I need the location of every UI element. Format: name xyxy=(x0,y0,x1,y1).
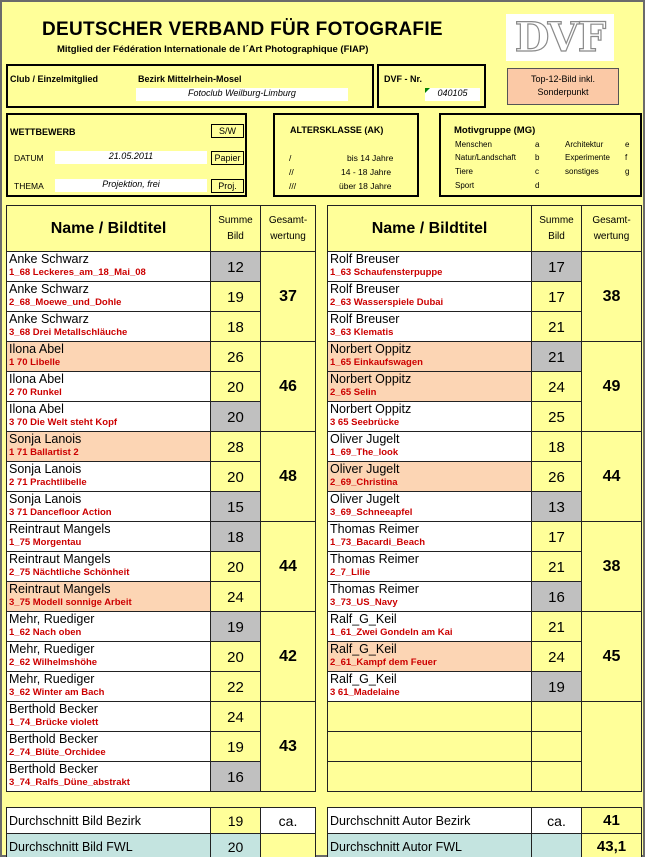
thema-label: THEMA xyxy=(14,181,44,191)
author-name: Sonja Lanois xyxy=(9,492,82,506)
club-box xyxy=(6,64,374,108)
avg-autor-bezirk-label: Durchschnitt Autor Bezirk xyxy=(328,808,532,834)
entry-cell[interactable] xyxy=(7,282,211,312)
author-name xyxy=(328,762,531,777)
author-name: Ilona Abel xyxy=(9,372,64,386)
score-cell: 15 xyxy=(211,492,261,522)
ak-code-2: // xyxy=(289,167,294,177)
proj-button[interactable]: Proj. xyxy=(211,179,244,193)
score-cell xyxy=(532,702,582,732)
dvf-logo xyxy=(506,14,614,61)
mg-row3-ac: c xyxy=(535,167,539,176)
avg-autor-bezirk-value: 41 xyxy=(582,808,642,834)
avg-autor-bezirk-ca: ca. xyxy=(532,808,582,834)
bezirk-label: Bezirk Mittelrhein-Mosel xyxy=(138,74,242,84)
entry-cell[interactable] xyxy=(328,462,532,492)
group-total: 45 xyxy=(582,612,642,702)
author-name: Mehr, Ruediger xyxy=(9,612,95,626)
table-row xyxy=(7,612,316,642)
author-name: Thomas Reimer xyxy=(330,552,419,566)
score-cell: 20 xyxy=(211,552,261,582)
author-name: Oliver Jugelt xyxy=(330,492,400,506)
table-row xyxy=(7,432,316,462)
entry-cell[interactable] xyxy=(328,312,532,342)
score-cell: 24 xyxy=(211,702,261,732)
author-name: Sonja Lanois xyxy=(9,462,82,476)
page-subtitle: Mitglied der Fédération Internationale de l´Art Photographique (FIAP) xyxy=(57,44,369,55)
left-score-table xyxy=(6,205,316,792)
entry-cell[interactable] xyxy=(328,252,532,282)
entry-cell[interactable] xyxy=(328,522,532,552)
mg-row2-a: Natur/Landschaft xyxy=(455,153,516,162)
author-name: Reintraut Mangels xyxy=(9,522,111,536)
table-row xyxy=(328,522,642,552)
entry-cell[interactable] xyxy=(7,252,211,282)
author-name: Rolf Breuser xyxy=(330,252,400,266)
entry-cell[interactable] xyxy=(7,612,211,642)
table-row xyxy=(328,612,642,642)
group-total: 37 xyxy=(261,252,316,342)
author-name: Reintraut Mangels xyxy=(9,552,111,566)
dvf-number-label: DVF - Nr. xyxy=(384,74,423,84)
image-title: 2 70 Runkel xyxy=(9,387,62,398)
header-gesamt: Gesamt- wertung xyxy=(582,206,642,252)
entry-cell[interactable] xyxy=(7,432,211,462)
score-cell: 24 xyxy=(532,642,582,672)
author-name: Norbert Oppitz xyxy=(330,402,412,416)
table-row xyxy=(328,432,642,462)
score-cell: 22 xyxy=(211,672,261,702)
entry-cell[interactable] xyxy=(7,342,211,372)
score-cell: 18 xyxy=(211,522,261,552)
dvf-number-field[interactable]: 040105 xyxy=(425,88,480,101)
entry-cell[interactable] xyxy=(328,702,532,732)
header-name: Name / Bildtitel xyxy=(7,206,211,252)
entry-cell[interactable] xyxy=(328,582,532,612)
header-name: Name / Bildtitel xyxy=(328,206,532,252)
entry-cell[interactable] xyxy=(7,552,211,582)
mg-row1-bc: e xyxy=(625,140,630,149)
entry-cell[interactable] xyxy=(328,732,532,762)
score-cell: 21 xyxy=(532,612,582,642)
entry-cell[interactable] xyxy=(7,492,211,522)
author-name: Reintraut Mangels xyxy=(9,582,111,596)
image-title: 2_75 Nächtliche Schönheit xyxy=(9,567,130,578)
author-name: Anke Schwarz xyxy=(9,282,89,296)
page-title: DEUTSCHER VERBAND FÜR FOTOGRAFIE xyxy=(42,19,443,40)
entry-cell[interactable] xyxy=(7,372,211,402)
group-total: 38 xyxy=(582,252,642,342)
header-gesamt: Gesamt- wertung xyxy=(261,206,316,252)
entry-cell[interactable] xyxy=(328,672,532,702)
image-title: 1_65 Einkaufswagen xyxy=(330,357,423,368)
score-cell: 20 xyxy=(211,462,261,492)
image-title: 2_74_Blüte_Orchidee xyxy=(9,747,106,758)
mg-row3-a: Tiere xyxy=(455,167,473,176)
author-name: Thomas Reimer xyxy=(330,522,419,536)
header-summe: Summe Bild xyxy=(532,206,582,252)
motivgruppe-box xyxy=(439,113,642,197)
author-name: Ralf_G_Keil xyxy=(330,672,397,686)
image-title: 3_73_US_Navy xyxy=(330,597,398,608)
image-title: 3 70 Die Welt steht Kopf xyxy=(9,417,118,428)
image-title: 3 71 Dancefloor Action xyxy=(9,507,112,518)
entry-cell[interactable] xyxy=(328,282,532,312)
club-label: Club / Einzelmitglied xyxy=(10,74,99,84)
author-name: Anke Schwarz xyxy=(9,252,89,266)
author-name: Norbert Oppitz xyxy=(330,372,412,386)
header-summe: Summe Bild xyxy=(211,206,261,252)
image-title: 3 61_Madelaine xyxy=(330,687,400,698)
mg-row2-bc: f xyxy=(625,153,628,162)
author-name: Rolf Breuser xyxy=(330,282,400,296)
image-title: 1_75 Morgentau xyxy=(9,537,82,548)
score-cell: 21 xyxy=(532,342,582,372)
wettbewerb-label: WETTBEWERB xyxy=(10,127,76,137)
entry-cell[interactable] xyxy=(7,672,211,702)
image-title: 3_75 Modell sonnige Arbeit xyxy=(9,597,132,608)
mg-row3-bc: g xyxy=(625,167,630,176)
entry-cell[interactable] xyxy=(328,432,532,462)
group-total: 48 xyxy=(261,432,316,522)
entry-cell[interactable] xyxy=(7,582,211,612)
comment-marker-icon xyxy=(425,88,430,93)
club-name-field[interactable]: Fotoclub Weilburg-Limburg xyxy=(136,88,348,101)
entry-cell[interactable] xyxy=(7,642,211,672)
entry-cell[interactable] xyxy=(328,402,532,432)
score-cell: 16 xyxy=(211,762,261,792)
author-name: Oliver Jugelt xyxy=(330,432,400,446)
entry-cell[interactable] xyxy=(7,702,211,732)
avg-bild-bezirk-label: Durchschnitt Bild Bezirk xyxy=(7,808,211,834)
author-name: Sonja Lanois xyxy=(9,432,82,446)
altersklasse-label: ALTERSKLASSE (AK) xyxy=(290,125,384,135)
score-cell: 24 xyxy=(532,372,582,402)
score-cell: 26 xyxy=(211,342,261,372)
averages-left-table xyxy=(6,807,316,857)
altersklasse-box xyxy=(273,113,419,197)
image-title: 2_68_Moewe_und_Dohle xyxy=(9,297,122,308)
right-score-table xyxy=(327,205,642,792)
image-title: 1_69_The_look xyxy=(330,447,399,458)
author-name: Ralf_G_Keil xyxy=(330,642,397,656)
mg-row4-a: Sport xyxy=(455,181,475,190)
avg-bild-fwl-label: Durchschnitt Bild FWL xyxy=(7,834,211,857)
score-cell: 12 xyxy=(211,252,261,282)
avg-bild-bezirk-value: 19 xyxy=(211,808,261,834)
image-title: 2_7_Lilie xyxy=(330,567,371,578)
group-total: 46 xyxy=(261,342,316,432)
entry-cell[interactable] xyxy=(328,492,532,522)
score-cell: 17 xyxy=(532,252,582,282)
score-cell: 16 xyxy=(532,582,582,612)
score-cell: 26 xyxy=(532,462,582,492)
ak-text-3: über 18 Jahre xyxy=(339,181,392,191)
entry-cell[interactable] xyxy=(328,342,532,372)
author-name: Berthold Becker xyxy=(9,702,98,716)
avg-autor-fwl-blank xyxy=(532,834,582,857)
image-title: 3_69_Schneeapfel xyxy=(330,507,413,518)
averages-right-table xyxy=(327,807,642,857)
table-row xyxy=(328,342,642,372)
score-cell: 28 xyxy=(211,432,261,462)
image-title: 1_61_Zwei Gondeln am Kai xyxy=(330,627,453,638)
entry-cell[interactable] xyxy=(7,402,211,432)
author-name: Berthold Becker xyxy=(9,732,98,746)
image-title: 1_74_Brücke violett xyxy=(9,717,99,728)
motivgruppe-label: Motivgruppe (MG) xyxy=(454,125,536,136)
image-title: 3 65 Seebrücke xyxy=(330,417,400,428)
image-title: 3_63 Klematis xyxy=(330,327,394,338)
group-total: 44 xyxy=(582,432,642,522)
author-name: Mehr, Ruediger xyxy=(9,642,95,656)
entry-cell[interactable] xyxy=(328,762,532,792)
score-cell: 13 xyxy=(532,492,582,522)
ak-code-3: /// xyxy=(289,181,297,191)
score-cell: 19 xyxy=(211,282,261,312)
score-cell: 18 xyxy=(211,312,261,342)
mg-row1-a: Menschen xyxy=(455,140,492,149)
entry-cell[interactable] xyxy=(7,522,211,552)
entry-cell[interactable] xyxy=(328,372,532,402)
top12-legend: Top-12-Bild inkl. Sonderpunkt xyxy=(507,68,619,105)
image-title: 1_68 Leckeres_am_18_Mai_08 xyxy=(9,267,146,278)
image-title: 2_61_Kampf dem Feuer xyxy=(330,657,437,668)
entry-cell[interactable] xyxy=(328,612,532,642)
table-row xyxy=(7,252,316,282)
image-title: 1_73_Bacardi_Beach xyxy=(330,537,426,548)
author-name: Ilona Abel xyxy=(9,402,64,416)
score-cell: 21 xyxy=(532,312,582,342)
avg-autor-fwl-label: Durchschnitt Autor FWL xyxy=(328,834,532,857)
table-row xyxy=(328,252,642,282)
author-name: Norbert Oppitz xyxy=(330,342,412,356)
score-cell: 19 xyxy=(211,612,261,642)
group-total: 44 xyxy=(261,522,316,612)
group-total xyxy=(582,702,642,792)
entry-cell[interactable] xyxy=(7,312,211,342)
author-name: Rolf Breuser xyxy=(330,312,400,326)
sw-button[interactable]: S/W xyxy=(211,124,244,138)
score-cell: 20 xyxy=(211,402,261,432)
ak-text-2: 14 - 18 Jahre xyxy=(341,167,392,177)
image-title: 1_62 Nach oben xyxy=(9,627,82,638)
group-total: 49 xyxy=(582,342,642,432)
papier-button[interactable]: Papier xyxy=(211,151,244,165)
image-title: 2 71 Prachtlibelle xyxy=(9,477,87,488)
mg-row2-ac: b xyxy=(535,153,540,162)
avg-bild-fwl-blank xyxy=(261,834,316,857)
table-row xyxy=(7,342,316,372)
wettbewerb-box xyxy=(6,113,247,197)
avg-bild-fwl-value: 20 xyxy=(211,834,261,857)
author-name: Thomas Reimer xyxy=(330,582,419,596)
mg-row4-ac: d xyxy=(535,181,540,190)
author-name: Berthold Becker xyxy=(9,762,98,776)
thema-field[interactable]: Projektion, frei xyxy=(55,179,207,192)
group-total: 43 xyxy=(261,702,316,792)
mg-row1-b: Architektur xyxy=(565,140,604,149)
score-cell: 24 xyxy=(211,582,261,612)
author-name xyxy=(328,702,531,717)
image-title: 2_62 Wilhelmshöhe xyxy=(9,657,98,668)
score-cell: 20 xyxy=(211,642,261,672)
score-cell xyxy=(532,732,582,762)
ak-text-1: bis 14 Jahre xyxy=(347,153,394,163)
mg-row3-b: sonstiges xyxy=(565,167,599,176)
image-title: 3_68 Drei Metallschläuche xyxy=(9,327,128,338)
dvf-logo-text: DVF xyxy=(514,14,606,61)
table-row xyxy=(7,522,316,552)
image-title: 3_62 Winter am Bach xyxy=(9,687,105,698)
ak-code-1: / xyxy=(289,153,292,163)
score-cell: 25 xyxy=(532,402,582,432)
score-cell: 17 xyxy=(532,282,582,312)
avg-bild-bezirk-ca: ca. xyxy=(261,808,316,834)
score-cell: 19 xyxy=(532,672,582,702)
score-cell: 20 xyxy=(211,372,261,402)
dvf-number-box xyxy=(377,64,486,108)
table-row xyxy=(328,702,642,732)
author-name: Oliver Jugelt xyxy=(330,462,400,476)
image-title: 2_63 Wasserspiele Dubai xyxy=(330,297,444,308)
author-name: Anke Schwarz xyxy=(9,312,89,326)
group-total: 38 xyxy=(582,522,642,612)
mg-row2-b: Experimente xyxy=(565,153,610,162)
avg-autor-fwl-value: 43,1 xyxy=(582,834,642,857)
image-title: 1 71 Ballartist 2 xyxy=(9,447,79,458)
author-name: Mehr, Ruediger xyxy=(9,672,95,686)
score-cell: 18 xyxy=(532,432,582,462)
datum-label: DATUM xyxy=(14,153,44,163)
score-cell xyxy=(532,762,582,792)
entry-cell[interactable] xyxy=(328,552,532,582)
image-title: 1 70 Libelle xyxy=(9,357,61,368)
image-title: 2_65 Selin xyxy=(330,387,377,398)
mg-row1-ac: a xyxy=(535,140,540,149)
entry-cell[interactable] xyxy=(7,462,211,492)
entry-cell[interactable] xyxy=(7,762,211,792)
datum-field[interactable]: 21.05.2011 xyxy=(55,151,207,164)
author-name: Ralf_G_Keil xyxy=(330,612,397,626)
group-total: 42 xyxy=(261,612,316,702)
author-name xyxy=(328,732,531,747)
score-cell: 21 xyxy=(532,552,582,582)
table-row xyxy=(7,702,316,732)
image-title: 2_69_Christina xyxy=(330,477,398,488)
entry-cell[interactable] xyxy=(328,642,532,672)
image-title: 3_74_Ralfs_Düne_abstrakt xyxy=(9,777,130,788)
author-name: Ilona Abel xyxy=(9,342,64,356)
image-title: 1_63 Schaufensterpuppe xyxy=(330,267,443,278)
score-cell: 17 xyxy=(532,522,582,552)
score-cell: 19 xyxy=(211,732,261,762)
entry-cell[interactable] xyxy=(7,732,211,762)
